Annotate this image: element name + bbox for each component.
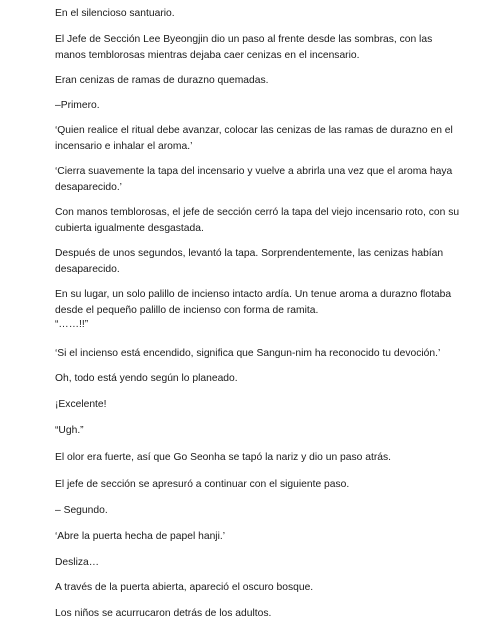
paragraph-3: Eran cenizas de ramas de durazno quemadas. bbox=[55, 75, 269, 86]
paragraph-5: ‘Quien realice el ritual debe avanzar, colocar las cenizas de las ramas de durazno en el incensario e inhalar el aroma.’ bbox=[55, 125, 453, 152]
paragraph-15: El olor era fuerte, así que Go Seonha se tapó la nariz y dio un paso atrás. bbox=[55, 452, 391, 463]
paragraph-21: Los niños se acurrucaron detrás de los adultos. bbox=[55, 608, 272, 619]
paragraph-8: Después de unos segundos, levantó la tapa. Sorprendentemente, las cenizas habían desaparecido. bbox=[55, 248, 444, 275]
paragraph-9: En su lugar, un solo palillo de incienso intacto ardía. Un tenue aroma a durazno flotaba desde el pequeño palillo de incienso con forma de ramita. bbox=[55, 289, 452, 316]
paragraph-19: Desliza… bbox=[55, 557, 100, 568]
paragraph-4: –Primero. bbox=[55, 100, 100, 111]
paragraph-2: El Jefe de Sección Lee Byeongjin dio un paso al frente desde las sombras, con las manos temblorosas mientras dejaba caer cenizas en el incensario. bbox=[55, 34, 433, 61]
paragraph-17: – Segundo. bbox=[55, 505, 108, 516]
paragraph-10: “……!!” bbox=[55, 319, 89, 330]
paragraph-11: ‘Si el incienso está encendido, significa que Sangun-nim ha reconocido tu devoción.’ bbox=[55, 348, 441, 359]
paragraph-1: En el silencioso santuario. bbox=[55, 8, 175, 19]
paragraph-12: Oh, todo está yendo según lo planeado. bbox=[55, 373, 238, 384]
paragraph-6: ‘Cierra suavemente la tapa del incensario y vuelve a abrirla una vez que el aroma haya desaparecido.’ bbox=[55, 166, 453, 193]
paragraph-13: ¡Excelente! bbox=[55, 399, 107, 410]
paragraph-18: ‘Abre la puerta hecha de papel hanji.’ bbox=[55, 531, 226, 542]
paragraph-7: Con manos temblorosas, el jefe de sección cerró la tapa del viejo incensario roto, con su cubierta igualmente desgastada. bbox=[55, 207, 460, 234]
paragraph-16: El jefe de sección se apresuró a continuar con el siguiente paso. bbox=[55, 479, 350, 490]
paragraph-14: “Ugh.” bbox=[55, 425, 84, 436]
paragraph-20: A través de la puerta abierta, apareció el oscuro bosque. bbox=[55, 582, 314, 593]
